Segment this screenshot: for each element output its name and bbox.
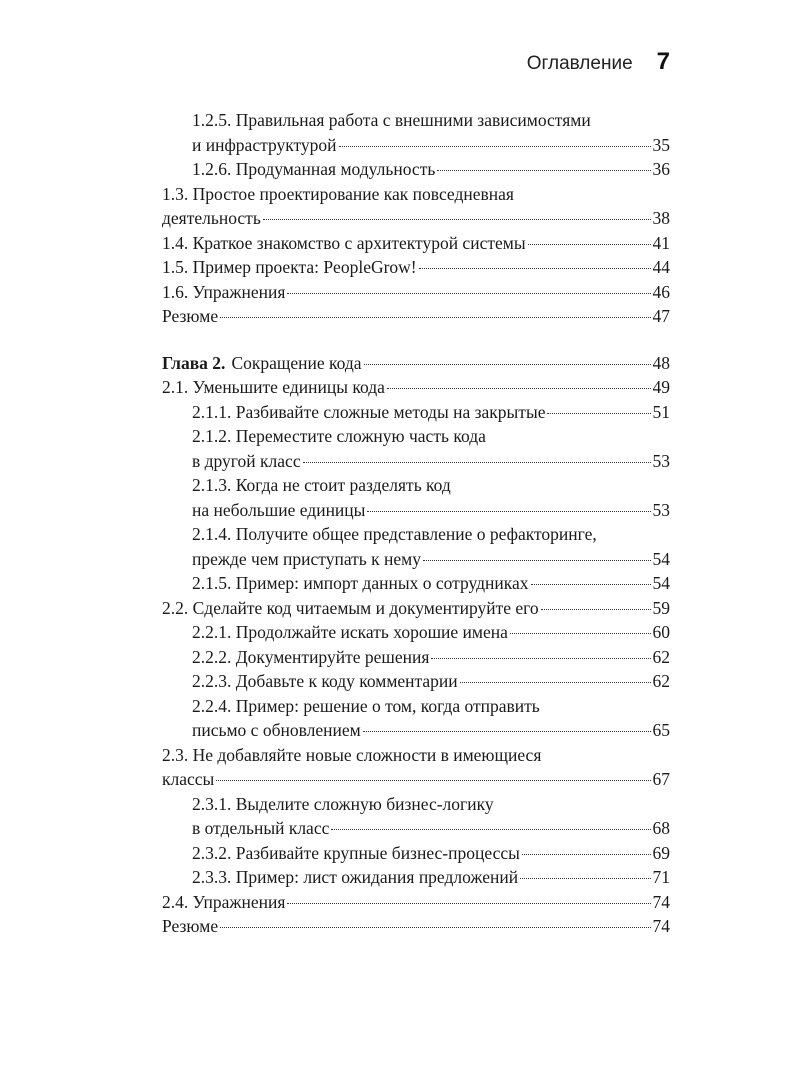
toc-entry-text: 2.2.2. Документируйте решения	[192, 646, 430, 667]
toc-page-number: 69	[652, 842, 670, 863]
dot-leader	[510, 632, 651, 634]
toc-page-number: 68	[652, 818, 670, 838]
toc-entry-last-line	[162, 767, 670, 792]
toc-entry-line	[162, 743, 670, 768]
table-of-contents	[162, 108, 670, 939]
toc-entry	[162, 669, 670, 694]
toc-entry-text: и инфраструктурой	[192, 134, 337, 155]
dot-leader	[216, 779, 650, 781]
toc-entry-last-line	[192, 157, 670, 182]
toc-entry-last-line	[192, 669, 670, 694]
toc-entry-text: 2.4. Упражнения	[162, 891, 286, 912]
toc-entry	[162, 596, 670, 621]
toc-entry-line	[192, 424, 670, 449]
toc-entry-text: 2.1.2. Переместите сложную часть кода	[192, 426, 486, 446]
dot-leader	[531, 583, 651, 585]
toc-entry-line	[192, 108, 670, 133]
dot-leader	[547, 412, 650, 414]
toc-entry	[162, 620, 670, 645]
toc-entry-text: письмо с обновлением	[192, 720, 361, 740]
toc-entry-text: в другой класс	[192, 450, 301, 471]
toc-page-number: 53	[652, 450, 670, 471]
toc-entry-last-line	[162, 255, 670, 280]
dot-leader	[364, 363, 651, 365]
toc-entry-last-line	[192, 498, 670, 523]
dot-leader	[220, 926, 650, 928]
toc-page-number: 47	[652, 306, 670, 326]
dot-leader	[263, 218, 651, 220]
toc-entry-text: 2.1.1. Разбивайте сложные методы на закрытые	[192, 401, 546, 422]
page-number: 7	[656, 48, 670, 75]
toc-page-number: 74	[652, 916, 670, 936]
toc-entry-text: 2.1.5. Пример: импорт данных о сотрудниках	[192, 573, 529, 593]
toc-entry-last-line	[192, 400, 670, 425]
toc-entry	[162, 865, 670, 890]
toc-entry-text: деятельность	[162, 208, 261, 228]
toc-page-number: 38	[652, 208, 670, 228]
toc-entry-last-line	[162, 375, 670, 400]
toc-entry	[162, 645, 670, 670]
toc-page-number: 41	[652, 232, 670, 253]
toc-entry-text: Сокращение кода	[231, 352, 362, 373]
toc-entry-last-line	[162, 206, 670, 231]
dot-leader	[419, 267, 651, 269]
toc-entry	[162, 400, 670, 425]
toc-entry-last-line	[162, 351, 670, 376]
toc-entry-last-line	[162, 914, 670, 939]
toc-entry-text: 1.2.6. Продуманная модульность	[192, 159, 436, 179]
toc-entry-last-line	[192, 449, 670, 474]
dot-leader	[387, 387, 651, 389]
dot-leader	[339, 145, 651, 147]
toc-entry-last-line	[192, 547, 670, 572]
toc-entry	[162, 182, 670, 231]
toc-entry-text: 2.2.1. Продолжайте искать хорошие имена	[192, 622, 508, 642]
toc-entry-text: на небольшие единицы	[192, 499, 366, 520]
toc-entry-text: 2.3.3. Пример: лист ожидания предложений	[192, 867, 519, 887]
toc-entry	[162, 914, 670, 939]
toc-page-number: 67	[652, 769, 670, 789]
toc-entry-text: 1.3. Простое проектирование как повседневная	[162, 183, 514, 204]
toc-page-number: 44	[652, 257, 670, 277]
toc-entry-text: 1.5. Пример проекта: PeopleGrow!	[162, 257, 417, 277]
toc-page-number: 59	[652, 597, 670, 618]
toc-entry-last-line	[192, 865, 670, 890]
toc-chapter-entry	[162, 351, 670, 376]
toc-entry-last-line	[162, 280, 670, 305]
toc-entry-line	[192, 694, 670, 719]
toc-page-number: 71	[652, 867, 670, 887]
toc-entry-line	[192, 522, 670, 547]
toc-entry-last-line	[192, 718, 670, 743]
toc-entry-last-line	[192, 133, 670, 158]
toc-entry-last-line	[162, 304, 670, 329]
toc-entry	[162, 424, 670, 473]
toc-entry-last-line	[162, 890, 670, 915]
toc-entry-last-line	[192, 645, 670, 670]
toc-entry-text: 2.3.2. Разбивайте крупные бизнес-процессы	[192, 842, 520, 863]
toc-entry-text: 2.1. Уменьшите единицы кода	[162, 377, 385, 397]
page-header	[0, 48, 670, 78]
toc-entry-text: 2.2.4. Пример: решение о том, когда отправить	[192, 695, 540, 716]
dot-leader	[220, 316, 650, 318]
toc-entry-text: классы	[162, 769, 215, 789]
toc-page-number: 62	[652, 646, 670, 667]
toc-entry-text: 1.4. Краткое знакомство с архитектурой системы	[162, 232, 526, 253]
chapter-label: Глава 2.	[162, 352, 226, 373]
toc-entry-text: 2.2. Сделайте код читаемым и документируйте его	[162, 597, 539, 618]
toc-entry-text: прежде чем приступать к нему	[192, 548, 421, 569]
toc-entry-text: 2.1.3. Когда не стоит разделять код	[192, 475, 451, 495]
toc-entry	[162, 522, 670, 571]
running-title: Оглавление	[526, 53, 633, 74]
dot-leader	[287, 902, 650, 904]
dot-leader	[287, 292, 650, 294]
toc-entry	[162, 304, 670, 329]
toc-page-number: 46	[652, 281, 670, 302]
toc-page-number: 36	[652, 159, 670, 179]
toc-page-number: 53	[652, 499, 670, 520]
toc-entry	[162, 841, 670, 866]
toc-entry-text: 1.6. Упражнения	[162, 281, 286, 302]
toc-entry	[162, 571, 670, 596]
toc-entry-text: Резюме	[162, 916, 219, 936]
toc-entry-last-line	[192, 816, 670, 841]
toc-entry-text: 1.2.5. Правильная работа с внешними зависимостями	[192, 110, 591, 130]
dot-leader	[437, 169, 650, 171]
toc-entry-text: 2.2.3. Добавьте к коду комментарии	[192, 671, 458, 691]
toc-entry-last-line	[192, 571, 670, 596]
toc-entry-last-line	[162, 596, 670, 621]
dot-leader	[423, 559, 651, 561]
toc-entry-line	[192, 473, 670, 498]
dot-leader	[541, 608, 651, 610]
toc-entry-text: Резюме	[162, 306, 219, 326]
toc-entry	[162, 255, 670, 280]
dot-leader	[331, 828, 650, 830]
toc-entry-last-line	[192, 620, 670, 645]
toc-entry-last-line	[162, 231, 670, 256]
toc-entry	[162, 792, 670, 841]
dot-leader	[520, 877, 650, 879]
toc-entry	[162, 694, 670, 743]
toc-page-number: 65	[652, 720, 670, 740]
toc-page-number: 48	[652, 352, 670, 373]
dot-leader	[303, 461, 651, 463]
toc-entry	[162, 231, 670, 256]
toc-entry-line	[162, 182, 670, 207]
dot-leader	[431, 657, 650, 659]
toc-entry-last-line	[192, 841, 670, 866]
toc-entry	[162, 890, 670, 915]
toc-page-number: 49	[652, 377, 670, 397]
toc-entry-text: 2.3.1. Выделите сложную бизнес-логику	[192, 793, 494, 814]
toc-entry	[162, 157, 670, 182]
toc-entry	[162, 473, 670, 522]
toc-page-number: 60	[652, 622, 670, 642]
toc-page-number: 54	[652, 548, 670, 569]
dot-leader	[367, 510, 650, 512]
toc-page-number: 35	[652, 134, 670, 155]
toc-page-number: 51	[652, 401, 670, 422]
dot-leader	[460, 681, 651, 683]
toc-page-number: 54	[652, 573, 670, 593]
toc-entry-text: в отдельный класс	[192, 818, 330, 838]
dot-leader	[363, 730, 651, 732]
dot-leader	[528, 243, 651, 245]
toc-entry	[162, 108, 670, 157]
toc-page-number: 62	[652, 671, 670, 691]
toc-entry	[162, 743, 670, 792]
toc-entry-text: 2.3. Не добавляйте новые сложности в имеющиеся	[162, 744, 542, 765]
toc-entry	[162, 375, 670, 400]
toc-entry-line	[192, 792, 670, 817]
dot-leader	[522, 853, 651, 855]
toc-entry-text: 2.1.4. Получите общее представление о рефакторинге,	[192, 524, 597, 544]
toc-page-number: 74	[652, 891, 670, 912]
toc-entry	[162, 280, 670, 305]
